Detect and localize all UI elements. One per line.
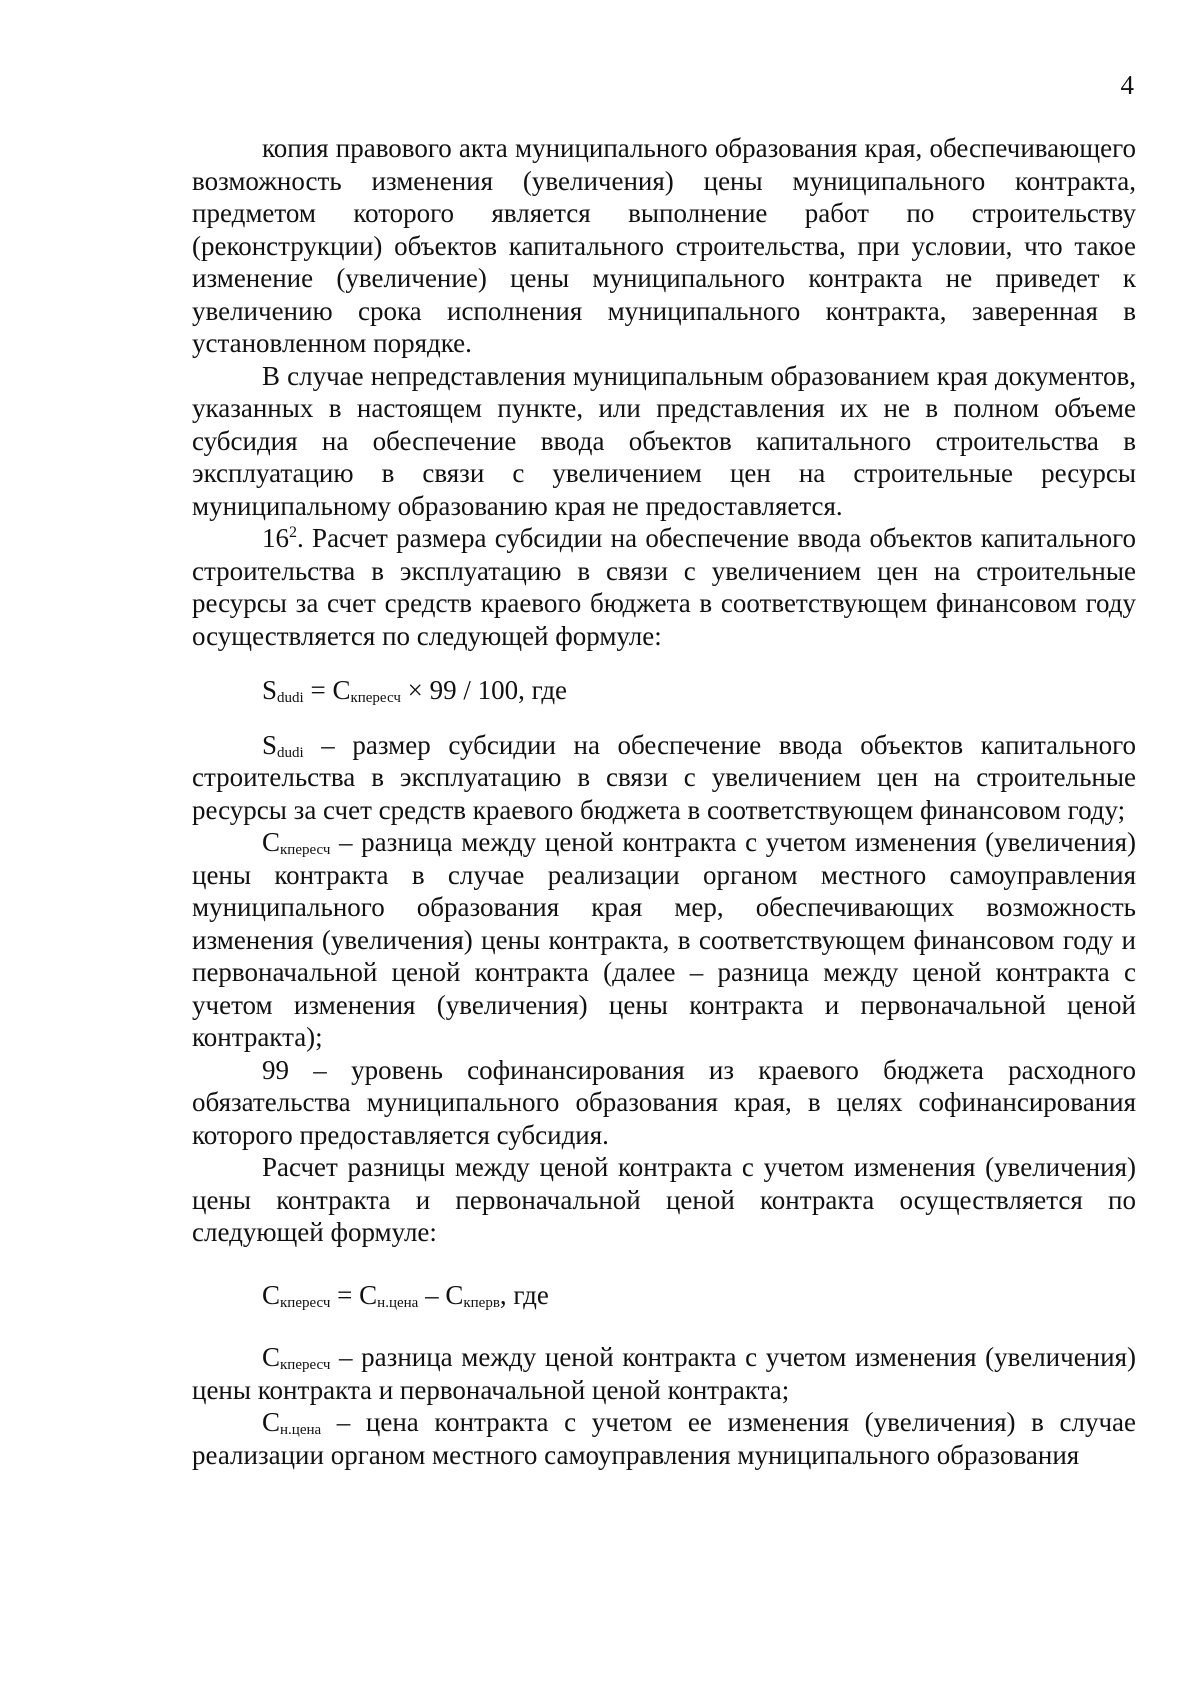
definition-99: 99 – уровень софинансирования из краевого бюджета расходного обязательства муниципального образования края, в целях софинансирования которого предоставляется субсидия. xyxy=(192,1054,1136,1150)
definition-c-kperesch: $C_{кпересч}$ – разница между ценой контракта с учетом изменения (увеличения) цены контракта в случае реализации органом местного самоуправления муниципального образования края мер, обеспечивающих возможность изменения (увеличения) цены контракта, в соответствующем финансовом году и первоначальной ценой контракта (далее – разница между ценой контракта с учетом изменения (увеличения) цены контракта и первоначальной ценой контракта); xyxy=(192,827,1136,1052)
formula-subsidy: $S_{dudi} = C_{кпересч} \times 99 / 100$, где xyxy=(262,675,568,706)
page-number: 4 xyxy=(1120,70,1134,100)
document-body xyxy=(192,132,1136,1471)
formula-difference: $C_{кпересч} = C_{н.цена} - C_{кперв}$, где xyxy=(262,1279,549,1311)
clause-number: 16 xyxy=(262,523,289,553)
definition-c-ncena: $C_{н.цена}$ – цена контракта с учетом ее изменения (увеличения) в случае реализации органом местного самоуправления муниципального образования xyxy=(192,1407,1136,1470)
definition-s-dudi: $S_{dudi}$ – размер субсидии на обеспечение ввода объектов капитального строительства в эксплуатацию в связи с увеличением цен на строительные ресурсы за счет средств краевого бюджета в соответствующем финансовом году; xyxy=(192,729,1136,825)
clause-superscript: 2 xyxy=(289,524,297,541)
clause-text: . Расчет размера субсидии на обеспечение ввода объектов капитального строительства в эксплуатацию в связи с увеличением цен на строительные ресурсы за счет средств краевого бюджета в соответствующем финансовом году осуществляется по следующей формуле: xyxy=(192,523,1136,651)
definition-c-kperesch-2: $C_{кпересч}$ – разница между ценой контракта с учетом изменения (увеличения) цены контракта и первоначальной ценой контракта; xyxy=(192,1342,1136,1405)
paragraph-difference-calc: Расчет разницы между ценой контракта с учетом изменения (увеличения) цены контракта и первоначальной ценой контракта осуществляется по следующей формуле: xyxy=(192,1152,1136,1247)
paragraph-legal-act-copy: копия правового акта муниципального образования края, обеспечивающего возможность изменения (увеличения) цены муниципального контракта, предметом которого является выполнение работ по строительству (реконструкции) объектов капитального строительства, при условии, что такое изменение (увеличение) цены муниципального контракта не приведет к увеличению срока исполнения муниципального контракта, заверенная в установленном порядке. xyxy=(192,133,1136,358)
paragraph-16-2 xyxy=(192,522,1136,652)
paragraph-non-submission: В случае непредставления муниципальным образованием края документов, указанных в настоящем пункте, или представления их не в полном объеме субсидия на обеспечение ввода объектов капитального строительства в эксплуатацию в связи с увеличением цен на строительные ресурсы муниципальному образованию края не предоставляется. xyxy=(192,360,1136,521)
